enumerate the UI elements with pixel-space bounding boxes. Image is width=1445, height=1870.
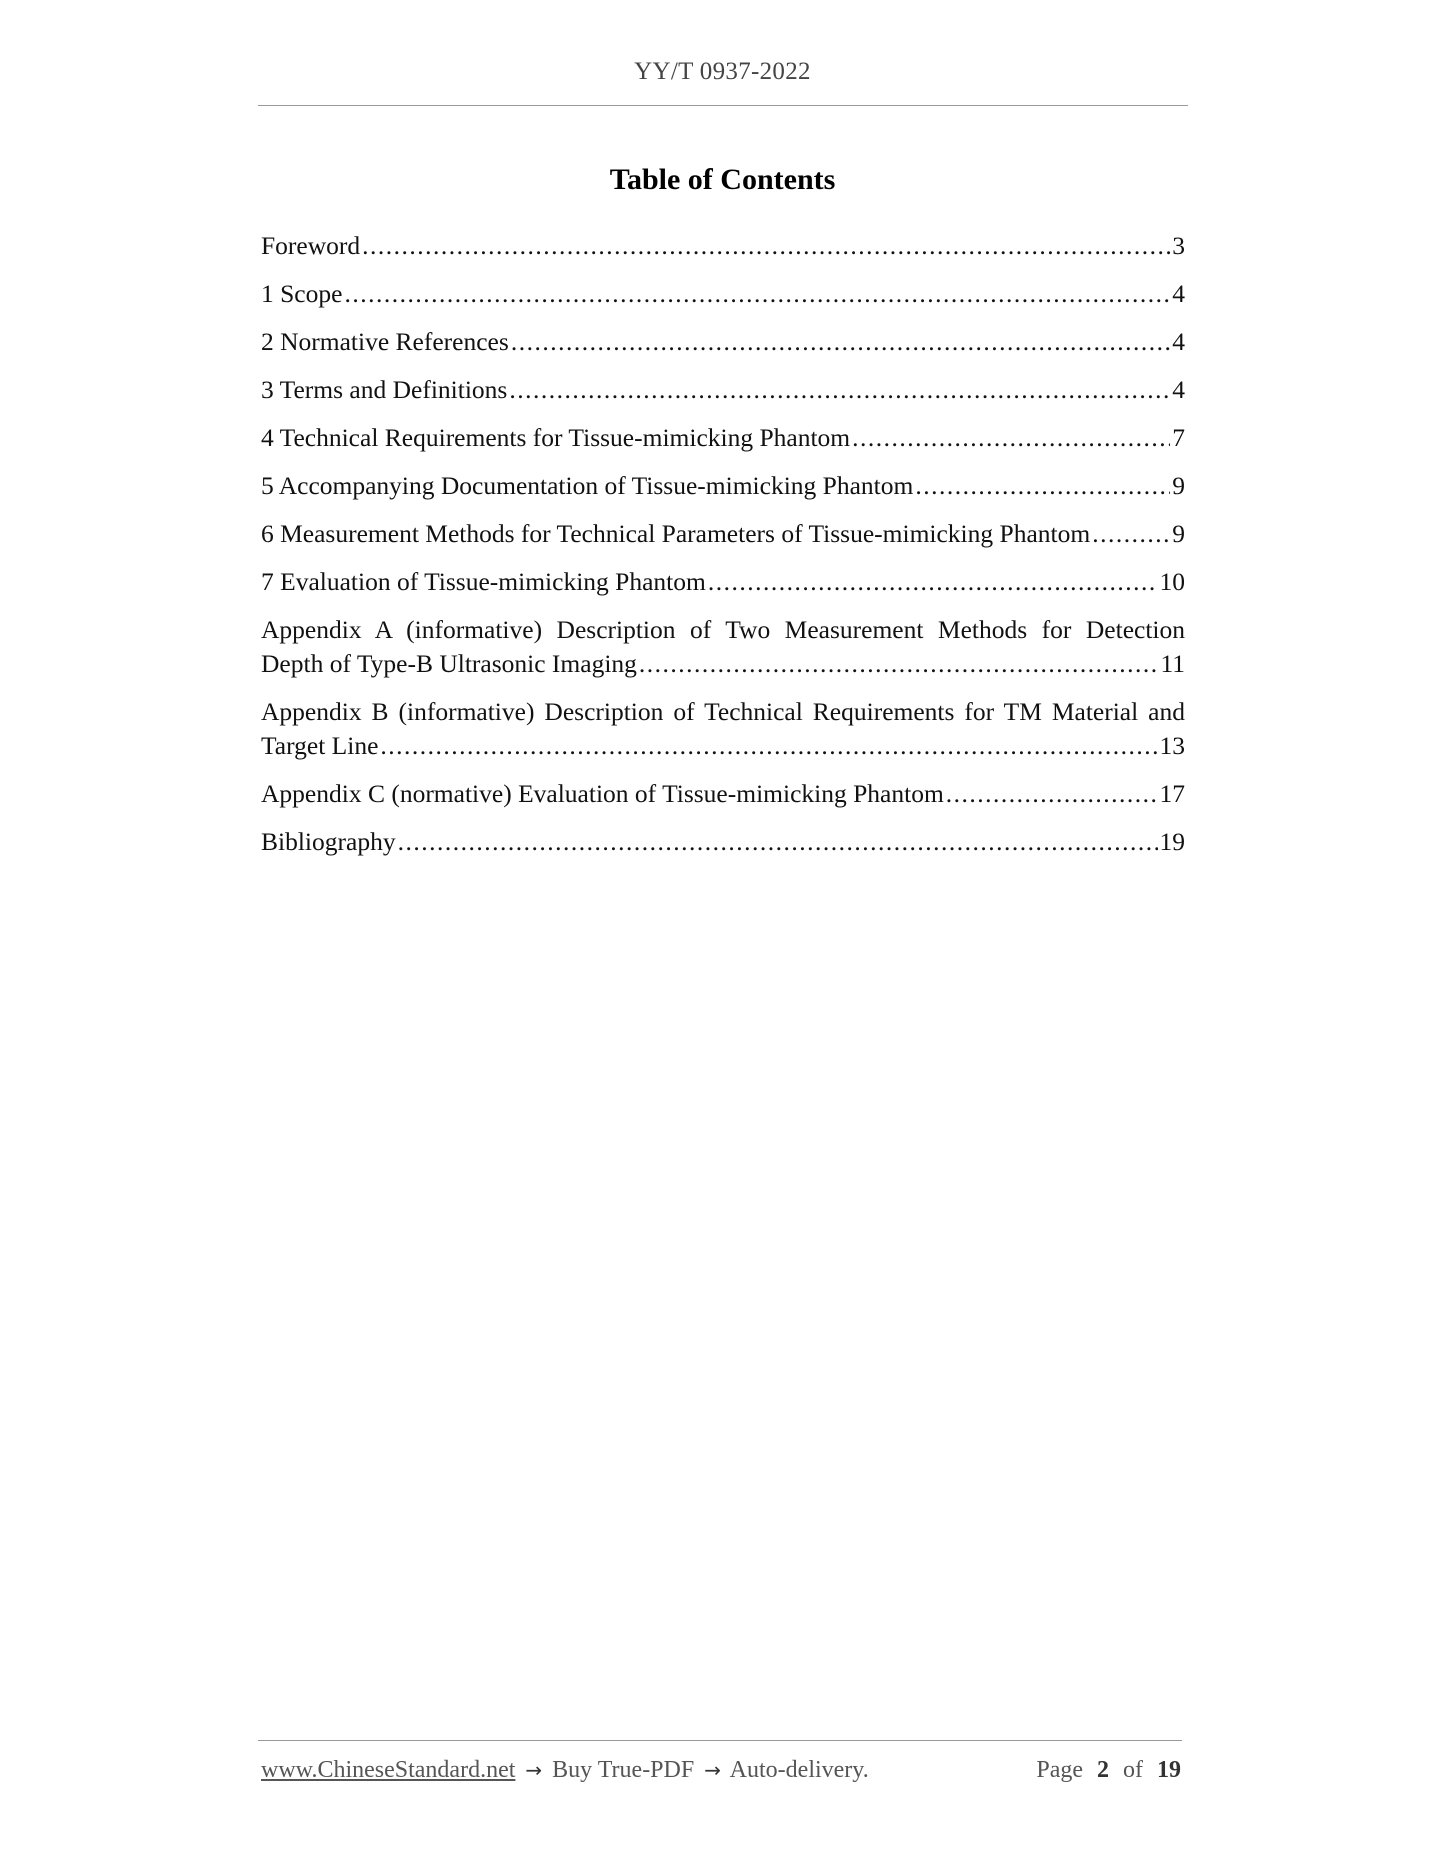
toc-dot-leader xyxy=(639,647,1159,681)
toc-page-number: 19 xyxy=(1159,827,1185,856)
footer-promo xyxy=(261,1757,869,1784)
toc-page-number: 3 xyxy=(1172,231,1185,260)
toc-entry-label-line2: Target Line xyxy=(261,731,379,760)
toc-entry-label: 6 Measurement Methods for Technical Parameters of Tissue-mimicking Phantom xyxy=(261,519,1091,548)
toc-page-number: 4 xyxy=(1172,279,1185,308)
toc-entry-technical-requirements[interactable] xyxy=(261,421,1185,455)
toc-entry-label: 3 Terms and Definitions xyxy=(261,375,508,404)
header-divider xyxy=(258,105,1188,106)
toc-title: Table of Contents xyxy=(609,163,836,196)
site-link[interactable]: www.ChineseStandard.net xyxy=(261,1757,516,1783)
toc-entry-label: Bibliography xyxy=(261,827,396,856)
toc-page-number: 4 xyxy=(1172,327,1185,356)
table-of-contents xyxy=(261,229,1185,873)
toc-dot-leader xyxy=(915,469,1170,503)
auto-delivery-text: Auto-delivery. xyxy=(729,1757,869,1783)
toc-page-number: 17 xyxy=(1159,779,1185,808)
toc-dot-leader xyxy=(852,421,1170,455)
toc-entry-accompanying-documentation[interactable] xyxy=(261,469,1185,503)
toc-page-number: 4 xyxy=(1172,375,1185,404)
document-code-header: YY/T 0937-2022 xyxy=(634,58,811,85)
toc-entry-bibliography[interactable] xyxy=(261,825,1185,859)
toc-entry-label-line1: Appendix A (informative) Description of Two Measurement Methods for Detection xyxy=(261,615,1185,644)
toc-dot-leader xyxy=(946,777,1158,811)
toc-entry-appendix-b[interactable] xyxy=(261,695,1185,763)
right-arrow-icon: → xyxy=(525,1758,543,1782)
toc-entry-label: 2 Normative References xyxy=(261,327,509,356)
toc-entry-appendix-c[interactable] xyxy=(261,777,1185,811)
toc-entry-appendix-a[interactable] xyxy=(261,613,1185,681)
toc-entry-label: 4 Technical Requirements for Tissue-mimicking Phantom xyxy=(261,423,851,452)
toc-entry-label-line2: Depth of Type-B Ultrasonic Imaging xyxy=(261,649,637,678)
total-pages-number: 19 xyxy=(1157,1757,1181,1783)
toc-entry-scope[interactable] xyxy=(261,277,1185,311)
toc-entry-evaluation[interactable] xyxy=(261,565,1185,599)
toc-page-number: 13 xyxy=(1159,731,1185,760)
toc-entry-label: Foreword xyxy=(261,231,361,260)
toc-dot-leader xyxy=(380,729,1157,763)
page-label: Page xyxy=(1036,1757,1083,1783)
page-indicator xyxy=(1036,1757,1181,1784)
toc-entry-measurement-methods[interactable] xyxy=(261,517,1185,551)
toc-entry-label: 1 Scope xyxy=(261,279,343,308)
toc-page-number: 9 xyxy=(1172,519,1185,548)
toc-dot-leader xyxy=(509,373,1170,407)
toc-entry-label-line1: Appendix B (informative) Description of Technical Requirements for TM Material and xyxy=(261,697,1185,726)
toc-dot-leader xyxy=(398,825,1158,859)
toc-page-number: 7 xyxy=(1172,423,1185,452)
right-arrow-icon: → xyxy=(704,1758,721,1782)
toc-dot-leader xyxy=(511,325,1170,359)
toc-page-number: 9 xyxy=(1172,471,1185,500)
toc-dot-leader xyxy=(344,277,1170,311)
buy-true-pdf-text: Buy True-PDF xyxy=(552,1757,695,1783)
toc-dot-leader xyxy=(1092,517,1170,551)
footer-divider xyxy=(258,1740,1182,1741)
current-page-number: 2 xyxy=(1097,1757,1109,1783)
toc-page-number: 11 xyxy=(1160,649,1185,678)
toc-dot-leader xyxy=(362,229,1170,263)
of-label: of xyxy=(1123,1757,1143,1783)
toc-entry-normative-references[interactable] xyxy=(261,325,1185,359)
toc-dot-leader xyxy=(708,565,1158,599)
toc-entry-label: 7 Evaluation of Tissue-mimicking Phantom xyxy=(261,567,706,596)
toc-entry-terms-definitions[interactable] xyxy=(261,373,1185,407)
toc-entry-label: 5 Accompanying Documentation of Tissue-mimicking Phantom xyxy=(261,471,914,500)
toc-entry-label: Appendix C (normative) Evaluation of Tissue-mimicking Phantom xyxy=(261,779,944,808)
toc-entry-foreword[interactable] xyxy=(261,229,1185,263)
page-footer xyxy=(261,1757,1181,1784)
toc-page-number: 10 xyxy=(1159,567,1185,596)
